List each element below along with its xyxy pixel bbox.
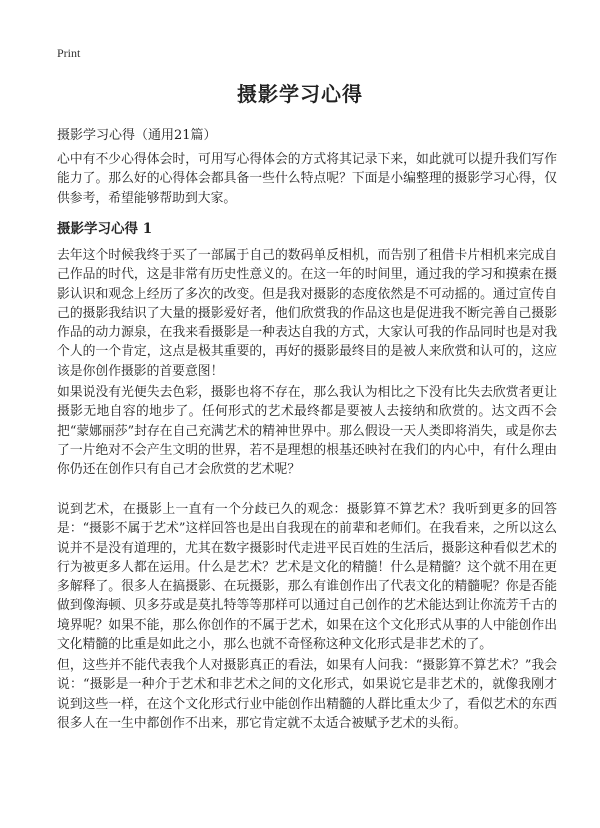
body-paragraph: 但，这些并不能代表我个人对摄影真正的看法，如果有人问我：“摄影算不算艺术？”我会说：“摄影是一种介于艺术和非艺术之间的文化形式，如果说它是非艺术的，就像我刚才说到这些一样，在这个文化形式行业中能创作出精髓的人群比重太少了，看似艺术的东西很多人在一生中都创作不出来，那它肯定就不太适合被赋予艺术的头衔。 (57, 658, 557, 731)
document-subtitle: 摄影学习心得（通用21篇） (57, 128, 217, 143)
intro-paragraph: 心中有不少心得体会时，可用写心得体会的方式将其记录下来，如此就可以提升我们写作能力了。那么好的心得体会都具备一些什么特点呢？下面是小编整理的摄影学习心得，仅供参考，希望能够帮助到大家。 (57, 152, 557, 206)
body-paragraph: 如果说没有光便失去色彩，摄影也将不存在，那么我认为相比之下没有比失去欣赏者更让摄影无地自容的地步了。任何形式的艺术最终都是要被人去接纳和欣赏的。达文西不会把“蒙娜丽莎”封存在自己充满艺术的精神世界中。那么假设一天人类即将消失，或是你去了一片绝对不会产生文明的世界，若不是理想的根基还映衬在我们的内心中，有什么理由你仍还在创作只有自己才会欣赏的艺术呢？ (57, 385, 557, 478)
document-title: 摄影学习心得 (237, 82, 363, 106)
section-heading: 摄影学习心得 1 (57, 221, 153, 237)
body-paragraph: 说到艺术，在摄影上一直有一个分歧已久的观念：摄影算不算艺术？我听到更多的回答是：“摄影不属于艺术”这样回答也是出自我现在的前辈和老师们。在我看来，之所以这么说并不是没有道理的，尤其在数字摄影时代走进平民百姓的生活后，摄影这种看似艺术的行为被更多人都在运用。什么是艺术？艺术是文化的精髓！什么是精髓？这个就不用在更多解释了。很多人在搞摄影、在玩摄影，那么有谁创作出了代表文化的精髓呢？你是否能做到像海顿、贝多芬或是莫扎特等等那样可以通过自己创作的艺术能达到让你流芳千古的境界呢？如果不能，那么你创作的不属于艺术，如果在这个文化形式从事的人中能创作出文化精髓的比重是如此之小，那么也就不奇怪称这种文化形式是非艺术的了。 (57, 502, 557, 653)
print-link[interactable]: Print (57, 46, 81, 60)
body-paragraph: 去年这个时候我终于买了一部属于自己的数码单反相机，而告别了租借卡片相机来完成自己作品的时代，这是非常有历史性意义的。在这一年的时间里，通过我的学习和摸索在摄影认识和观念上经历了多次的改变。但是我对摄影的态度依然是不可动摇的。通过宣传自己的摄影我结识了大量的摄影爱好者，他们欣赏我的作品这也是促进我不断完善自己摄影作品的动力源泉，在我来看摄影是一种表达自我的方式，大家认可我的作品同时也是对我个人的一个肯定，这点是极其重要的，再好的摄影最终目的是被人来欣赏和认可的，这应该是你创作摄影的首要意图！ (57, 248, 557, 379)
